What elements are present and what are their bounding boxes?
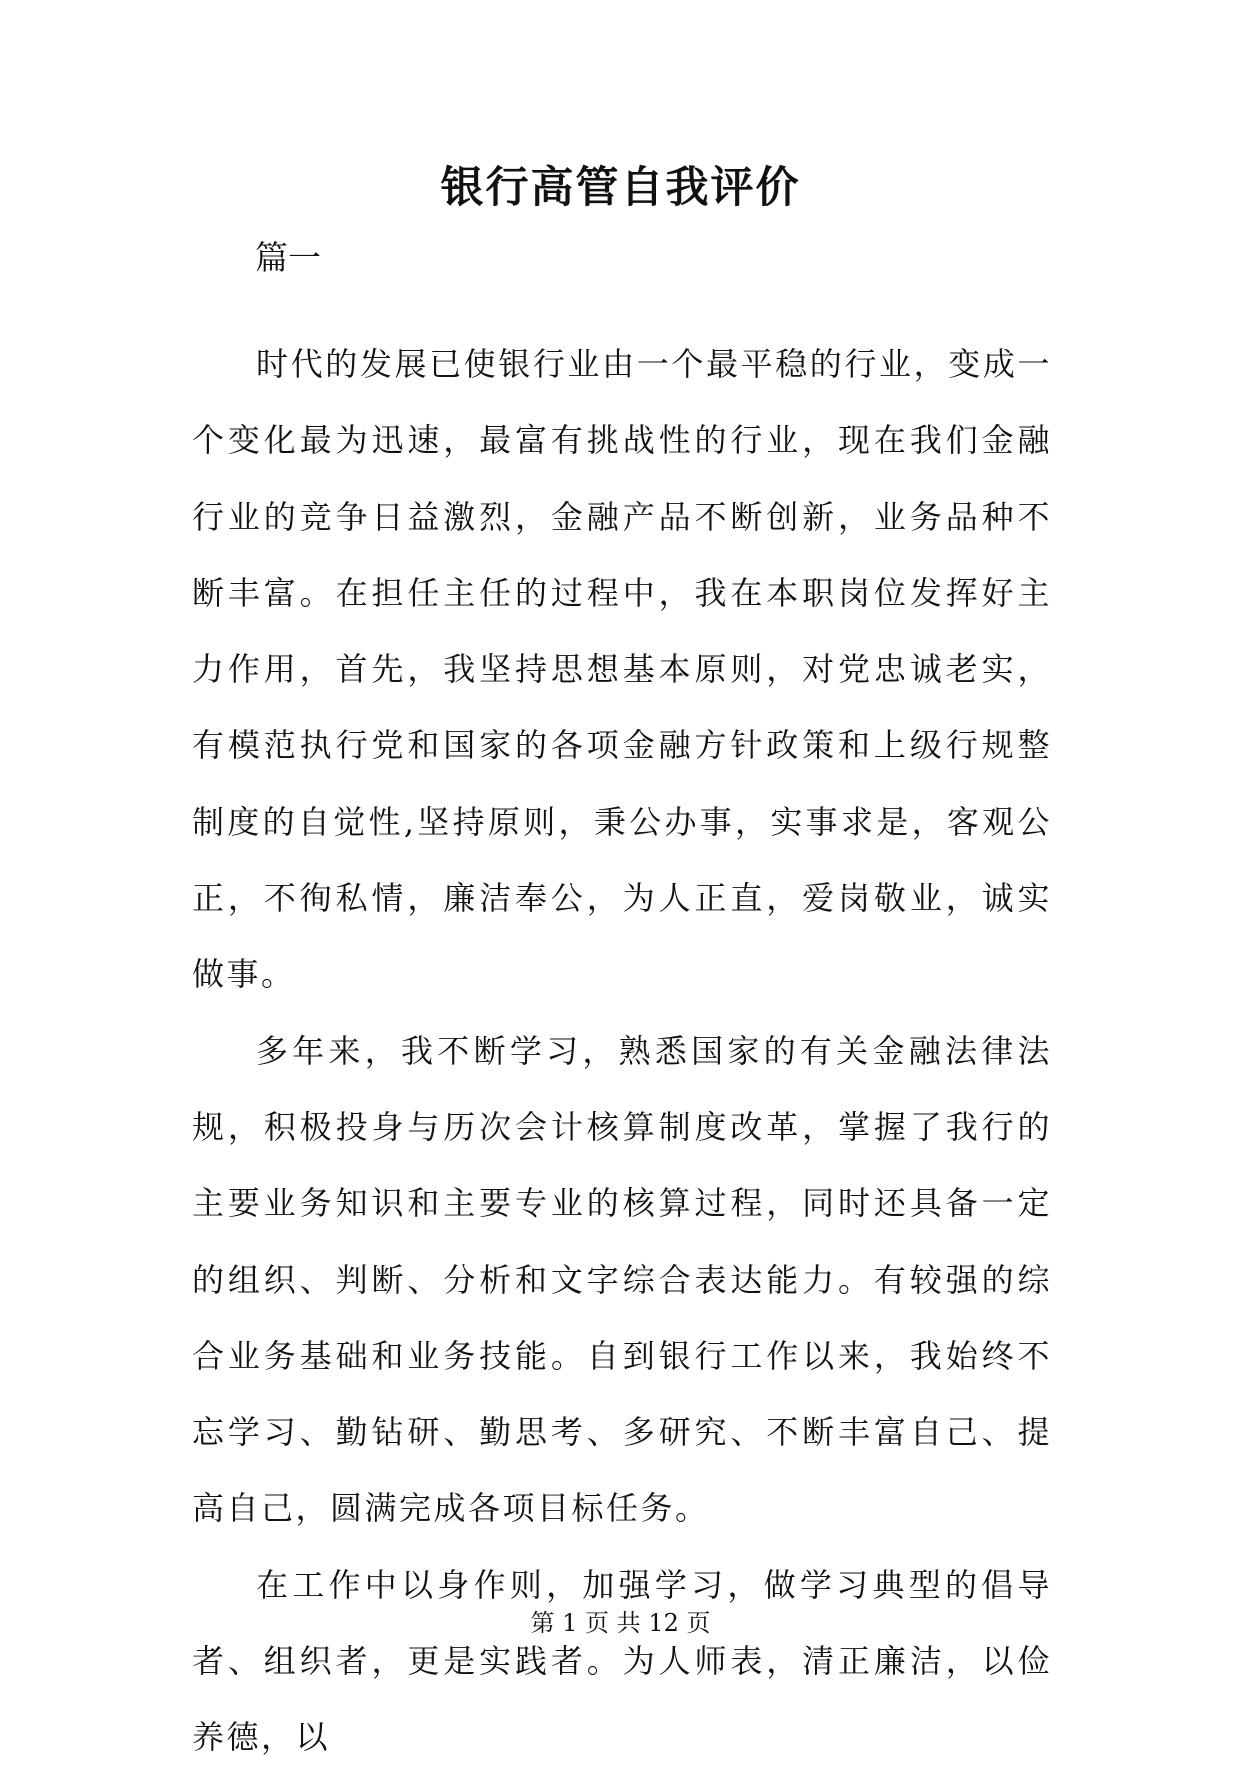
document-title: 银行高管自我评价 (440, 163, 801, 213)
page-number-footer: 第 1 页 共 12 页 (530, 1609, 711, 1637)
section-label: 篇一 (255, 238, 321, 277)
paragraph-2: 多年来，我不断学习，熟悉国家的有关金融法律法规，积极投身与历次会计核算制度改革，掌握了我行的主要业务知识和主要专业的核算过程，同时还具备一定的组织、判断、分析和文字综合表达能力。有较强的综合业务基础和业务技能。自到银行工作以来，我始终不忘学习、勤钻研、勤思考、多研究、不断丰富自己、提高自己，圆满完成各项目标任务。 (192, 1031, 1052, 1528)
paragraph-1: 时代的发展已使银行业由一个最平稳的行业，变成一个变化最为迅速，最富有挑战性的行业，现在我们金融行业的竞争日益激烈，金融产品不断创新，业务品种不断丰富。在担任主任的过程中，我在本职岗位发挥好主力作用，首先，我坚持思想基本原则，对党忠诚老实，有模范执行党和国家的各项金融方针政策和上级行规整制度的自觉性,坚持原则，秉公办事，实事求是，客观公正，不徇私情，廉洁奉公，为人正直，爱岗敬业，诚实做事。 (192, 345, 1052, 994)
paragraph-3: 在工作中以身作则，加强学习，做学习典型的倡导者、组织者，更是实践者。为人师表，清正廉洁，以俭养德，以 (192, 1565, 1052, 1757)
document-body (192, 326, 1052, 1776)
